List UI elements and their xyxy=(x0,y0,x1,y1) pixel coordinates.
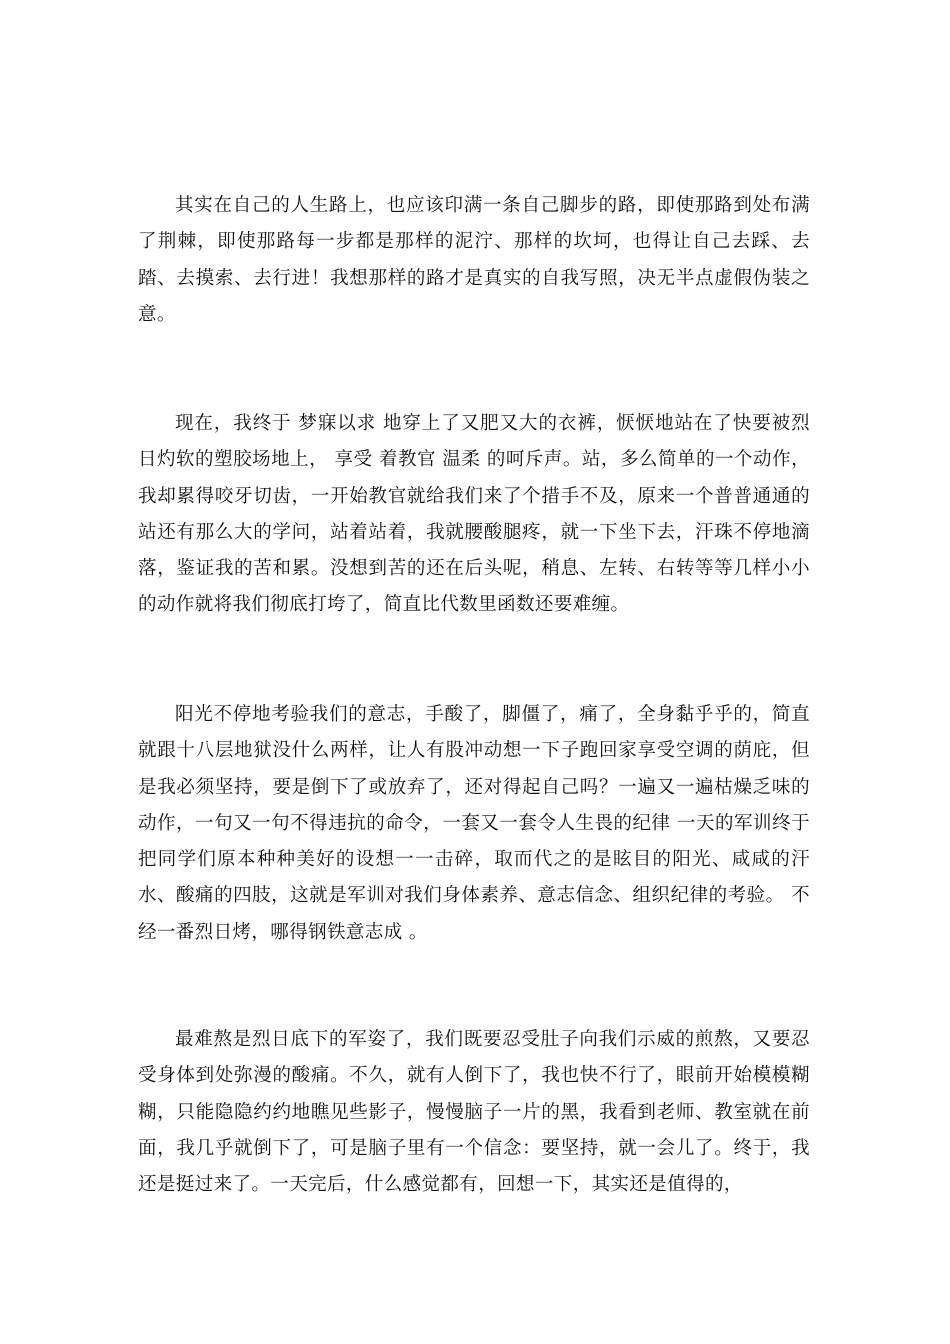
paragraph-3: 阳光不停地考验我们的意志，手酸了，脚僵了，痛了，全身黏乎乎的，简直就跟十八层地狱没什么两样，让人有股冲动想一下子跑回家享受空调的荫庇，但是我必须坚持，要是倒下了或放弃了，还对得起自己吗？一遍又一遍枯燥乏味的动作，一句又一句不得违抗的命令，一套又一套令人生畏的纪律 一天的军训终于把同学们原本种种美好的设想一一击碎，取而代之的是眩目的阳光、咸咸的汗水、酸痛的四肢，这就是军训对我们身体素养、意志信念、组织纪律的考验。 不经一番烈日烤，哪得钢铁意志成 。 xyxy=(138,704,810,943)
paragraph-2: 现在，我终于 梦寐以求 地穿上了又肥又大的衣裤，恹恹地站在了快要被烈日灼软的塑胶场地上， 享受 着教官 温柔 的呵斥声。站，多么简单的一个动作，我却累得咬牙切齿，一开始教官就给我们来了个措手不及，原来一个普普通通的站还有那么大的学问，站着站着，我就腰酸腿疼，就一下坐下去，汗珠不停地滴落，鉴证我的苦和累。没想到苦的还在后头呢，稍息、左转、右转等等几样小小的动作就将我们彻底打垮了，简直比代数里函数还要难缠。 xyxy=(138,413,810,616)
paragraph-1: 其实在自己的人生路上，也应该印满一条自己脚步的路，即使那路到处布满了荆棘，即使那路每一步都是那样的泥泞、那样的坎坷，也得让自己去踩、去踏、去摸索、去行进！我想那样的路才是真实的自我写照，决无半点虚假伪装之意。 xyxy=(138,195,810,325)
paragraph-4: 最难熬是烈日底下的军姿了，我们既要忍受肚子向我们示威的煎熬，又要忍受身体到处弥漫的酸痛。不久，就有人倒下了，我也快不行了，眼前开始模模糊糊，只能隐隐约约地瞧见些影子，慢慢脑子一片的黑，我看到老师、教室就在前面，我几乎就倒下了，可是脑子里有一个信念：要坚持，就一会儿了。终于，我还是挺过来了。一天完后，什么感觉都有，回想一下，其实还是值得的， xyxy=(138,1029,810,1196)
